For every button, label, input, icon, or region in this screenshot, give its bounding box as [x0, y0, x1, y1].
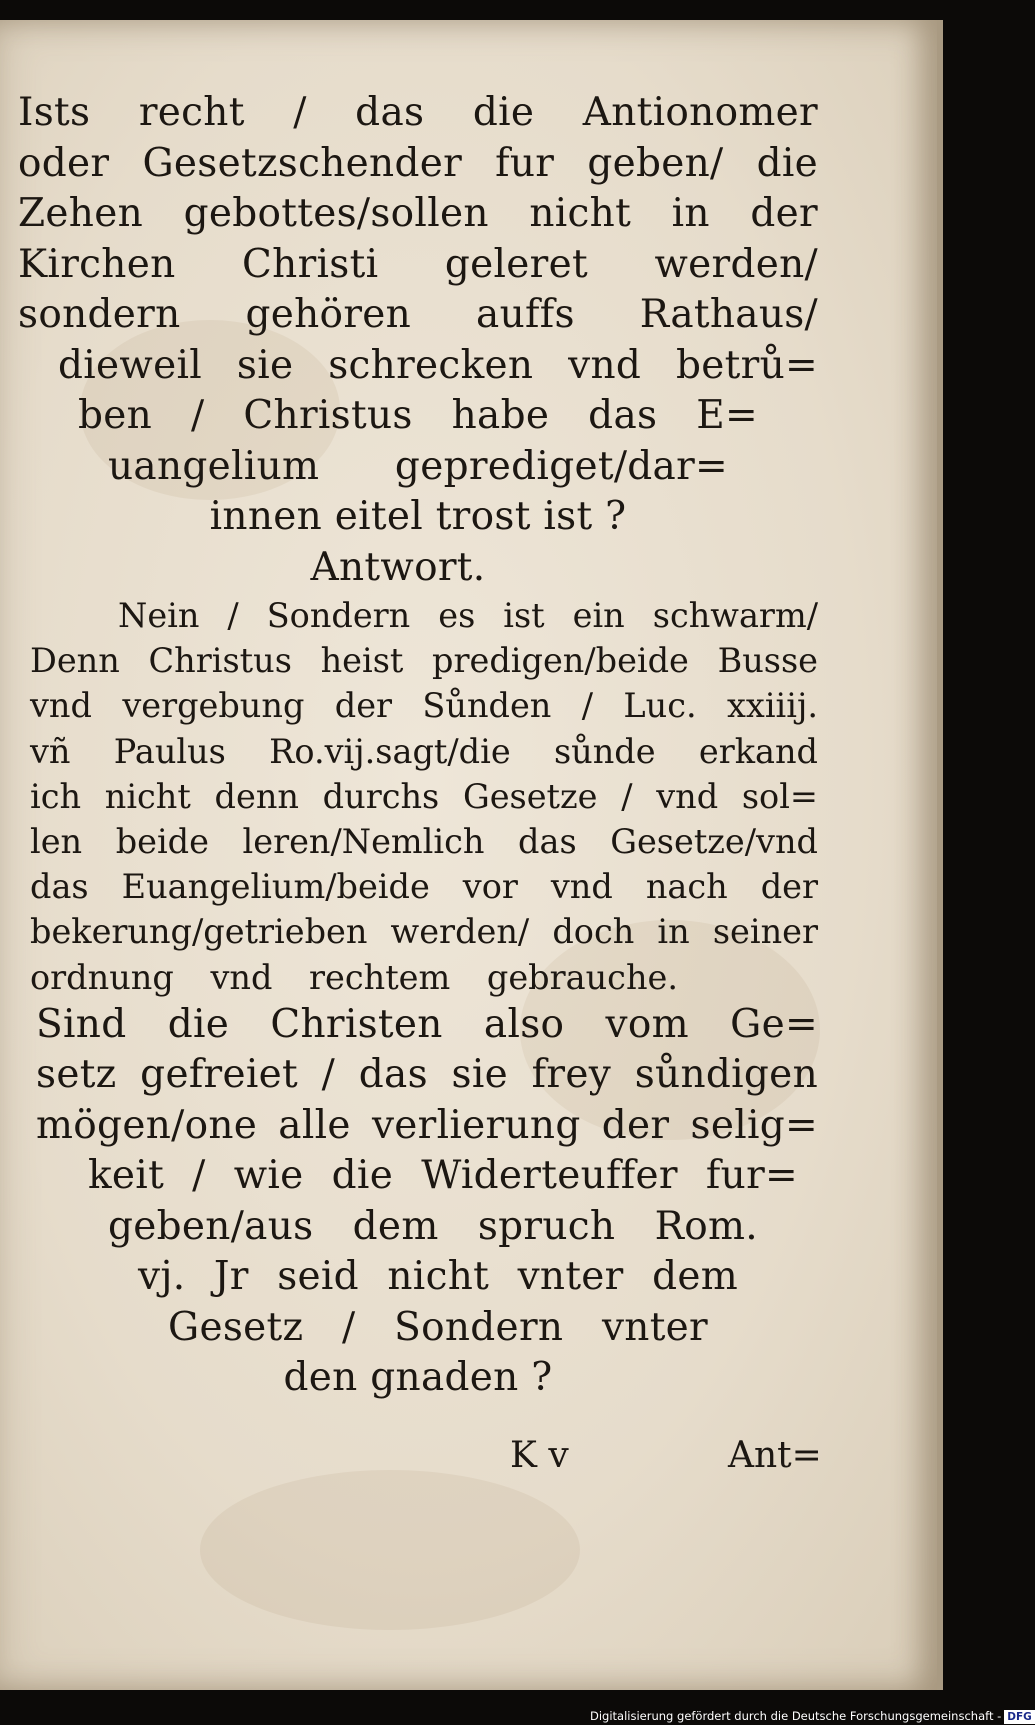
text-line: vnd vergebung der Sůnden / Luc. xxiiij.	[30, 686, 818, 726]
text-line: vñ Paulus Ro.vij.sagt/die sůnde erkand	[30, 731, 818, 771]
text-line: bekerung/getrieben werden/ doch in seiner	[30, 912, 818, 952]
answer-heading: Antwort.	[310, 544, 486, 590]
text-line: ben / Christus habe das E=	[78, 393, 758, 438]
text-line: Nein / Sondern es ist ein schwarm/	[118, 596, 818, 635]
question-2	[18, 1000, 818, 1404]
catchword: Ant=	[728, 1435, 822, 1476]
page-bottom-marks	[0, 1435, 820, 1495]
text-line: sondern gehören auffs Rathaus/	[18, 292, 818, 337]
text-line: len beide leren/Nemlich das Gesetze/vnd	[30, 822, 818, 862]
text-line: geben/aus dem spruch Rom.	[108, 1203, 758, 1249]
text-line: ordnung vnd rechtem gebrauche.	[30, 957, 678, 997]
text-line: uangelium geprediget/dar=	[108, 443, 728, 489]
credit-text: Digitalisierung gefördert durch die Deutsche Forschungsgemeinschaft -	[590, 1709, 1002, 1723]
text-line: Gesetz / Sondern vnter	[168, 1304, 708, 1350]
text-line: vj. Jr seid nicht vnter dem	[138, 1254, 738, 1300]
text-line: keit / wie die Widerteuffer fur=	[88, 1153, 798, 1199]
text-line: oder Gesetzschender fur geben/ die	[18, 140, 818, 186]
text-line: das Euangelium/beide vor vnd nach der	[30, 867, 818, 907]
text-line: Zehen gebottes/sollen nicht in der	[18, 191, 818, 236]
text-line: Ists recht / das die Antionomer	[18, 90, 818, 135]
text-line: Kirchen Christi geleret werden/	[18, 241, 818, 287]
page-text	[18, 88, 818, 1404]
text-line: mögen/one alle verlierung der selig=	[36, 1102, 818, 1148]
text-line: Sind die Christen also vom Ge=	[36, 1001, 818, 1047]
text-line: setz gefreiet / das sie frey sůndigen	[36, 1052, 818, 1098]
text-line: innen eitel trost ist ?	[209, 494, 627, 539]
answer-1	[18, 593, 818, 1000]
digitization-credit	[590, 1708, 1032, 1725]
signature-mark: K v	[510, 1435, 569, 1476]
text-line: ich nicht denn durchs Gesetze / vnd sol=	[30, 776, 818, 816]
question-1	[18, 88, 818, 593]
text-line: Denn Christus heist predigen/beide Busse	[30, 641, 818, 681]
text-line: den gnaden ?	[283, 1355, 553, 1401]
text-line: dieweil sie schrecken vnd betrů=	[58, 342, 818, 388]
dfg-logo: DFG	[1004, 1710, 1035, 1724]
